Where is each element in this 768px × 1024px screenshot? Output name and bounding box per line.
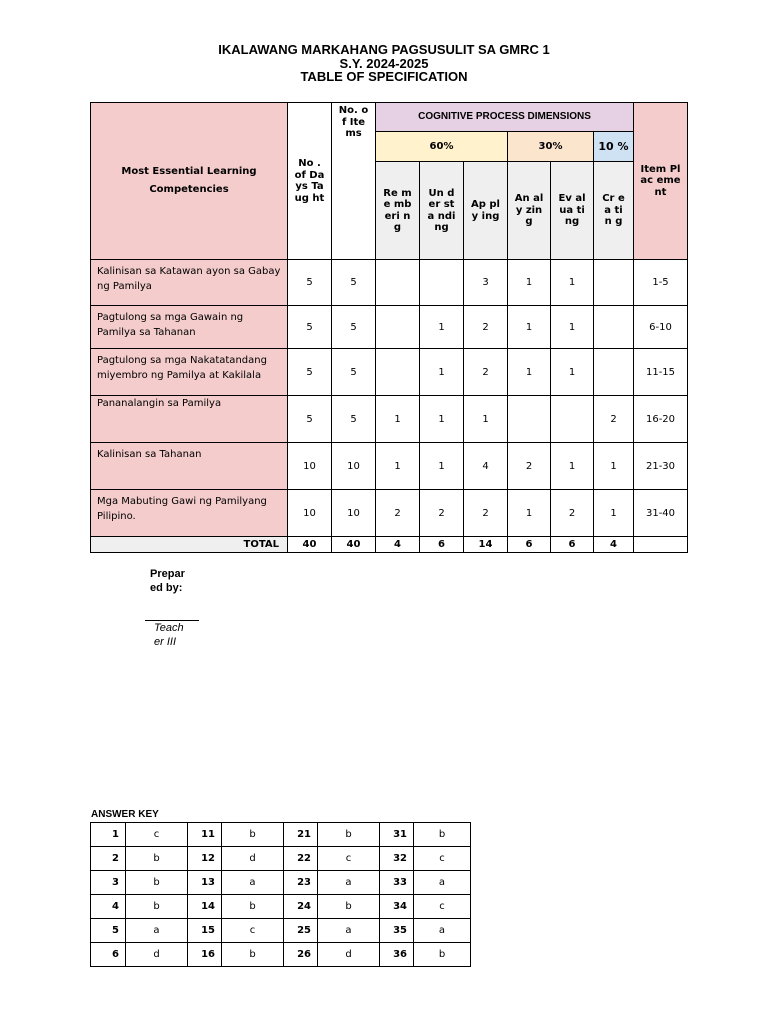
applying-cell: 2 xyxy=(464,349,508,396)
item-answer: a xyxy=(318,919,380,943)
item-answer: b xyxy=(222,823,284,847)
remembering-cell: 1 xyxy=(376,396,420,443)
table-row xyxy=(91,490,688,537)
analyzing-cell xyxy=(508,396,551,443)
evaluating-cell: 1 xyxy=(551,306,594,349)
understanding-cell: 1 xyxy=(420,306,464,349)
answer-key-row xyxy=(91,847,471,871)
applying-header: Ap ply ing xyxy=(464,162,508,260)
item-number: 26 xyxy=(284,943,318,967)
items-cell: 5 xyxy=(332,306,376,349)
item-answer: b xyxy=(126,895,188,919)
document-header xyxy=(0,43,768,84)
item-answer: a xyxy=(318,871,380,895)
competency-cell: Pagtulong sa mga Nakatatandang miyembro ng Pamilya at Kakilala xyxy=(91,349,288,396)
item-number: 31 xyxy=(380,823,414,847)
exam-title: IKALAWANG MARKAHANG PAGSUSULIT SA GMRC 1 xyxy=(218,42,550,57)
total-applying: 14 xyxy=(464,537,508,553)
item-answer: c xyxy=(414,847,471,871)
applying-cell: 1 xyxy=(464,396,508,443)
items-cell: 5 xyxy=(332,396,376,443)
total-evaluating: 6 xyxy=(551,537,594,553)
total-items: 40 xyxy=(332,537,376,553)
tos-title: TABLE OF SPECIFICATION xyxy=(300,69,468,84)
answer-key-table xyxy=(90,822,471,967)
remembering-header: Re me mb eri ng xyxy=(376,162,420,260)
table-of-specification xyxy=(90,102,688,553)
answer-key-title: ANSWER KEY xyxy=(91,809,159,820)
understanding-header: Un der sta ndi ng xyxy=(420,162,464,260)
remembering-cell: 2 xyxy=(376,490,420,537)
table-row xyxy=(91,396,688,443)
pct-60-header: 60% xyxy=(376,132,508,162)
competency-cell: Mga Mabuting Gawi ng Pamilyang Pilipino. xyxy=(91,490,288,537)
item-number: 33 xyxy=(380,871,414,895)
days-cell: 5 xyxy=(288,349,332,396)
item-answer: c xyxy=(414,895,471,919)
total-analyzing: 6 xyxy=(508,537,551,553)
item-answer: b xyxy=(414,943,471,967)
creating-cell: 1 xyxy=(594,490,634,537)
table-row xyxy=(91,306,688,349)
pct-30-header: 30% xyxy=(508,132,594,162)
item-number: 6 xyxy=(91,943,126,967)
total-remembering: 4 xyxy=(376,537,420,553)
items-cell: 5 xyxy=(332,260,376,306)
item-number: 35 xyxy=(380,919,414,943)
days-cell: 5 xyxy=(288,306,332,349)
evaluating-cell: 1 xyxy=(551,260,594,306)
total-label: TOTAL xyxy=(91,537,288,553)
remembering-cell xyxy=(376,260,420,306)
creating-cell xyxy=(594,349,634,396)
analyzing-header: An aly zin g xyxy=(508,162,551,260)
competency-cell: Pananalangin sa Pamilya xyxy=(91,396,288,443)
applying-cell: 3 xyxy=(464,260,508,306)
answer-key-row xyxy=(91,823,471,847)
understanding-cell: 2 xyxy=(420,490,464,537)
item-number: 14 xyxy=(188,895,222,919)
evaluating-cell xyxy=(551,396,594,443)
item-answer: a xyxy=(414,919,471,943)
item-number: 32 xyxy=(380,847,414,871)
remembering-cell xyxy=(376,306,420,349)
placement-cell: 6-10 xyxy=(634,306,688,349)
item-number: 4 xyxy=(91,895,126,919)
item-number: 16 xyxy=(188,943,222,967)
school-year: S.Y. 2024-2025 xyxy=(339,55,429,71)
days-cell: 5 xyxy=(288,260,332,306)
analyzing-cell: 1 xyxy=(508,349,551,396)
days-cell: 5 xyxy=(288,396,332,443)
evaluating-cell: 1 xyxy=(551,443,594,490)
remembering-cell: 1 xyxy=(376,443,420,490)
item-placement-header: Item Plac eme nt xyxy=(634,103,688,260)
table-row xyxy=(91,443,688,490)
item-answer: b xyxy=(318,895,380,919)
cognitive-process-header: COGNITIVE PROCESS DIMENSIONS xyxy=(376,103,634,132)
understanding-cell: 1 xyxy=(420,396,464,443)
applying-cell: 2 xyxy=(464,490,508,537)
placement-cell: 31-40 xyxy=(634,490,688,537)
item-number: 24 xyxy=(284,895,318,919)
item-answer: c xyxy=(318,847,380,871)
understanding-cell: 1 xyxy=(420,349,464,396)
item-number: 25 xyxy=(284,919,318,943)
placement-cell: 11-15 xyxy=(634,349,688,396)
total-creating: 4 xyxy=(594,537,634,553)
no-of-items-header: No. of Ite ms xyxy=(332,103,376,260)
days-cell: 10 xyxy=(288,443,332,490)
evaluating-cell: 1 xyxy=(551,349,594,396)
item-number: 12 xyxy=(188,847,222,871)
evaluating-cell: 2 xyxy=(551,490,594,537)
total-understanding: 6 xyxy=(420,537,464,553)
understanding-cell: 1 xyxy=(420,443,464,490)
item-number: 1 xyxy=(91,823,126,847)
applying-cell: 2 xyxy=(464,306,508,349)
teacher-title: Teach er III xyxy=(154,622,184,648)
item-number: 36 xyxy=(380,943,414,967)
applying-cell: 4 xyxy=(464,443,508,490)
item-answer: a xyxy=(126,919,188,943)
item-answer: a xyxy=(414,871,471,895)
items-cell: 10 xyxy=(332,443,376,490)
item-number: 2 xyxy=(91,847,126,871)
table-row xyxy=(91,260,688,306)
item-number: 22 xyxy=(284,847,318,871)
item-answer: b xyxy=(126,847,188,871)
analyzing-cell: 1 xyxy=(508,306,551,349)
item-number: 11 xyxy=(188,823,222,847)
days-cell: 10 xyxy=(288,490,332,537)
item-answer: b xyxy=(126,871,188,895)
item-answer: c xyxy=(222,919,284,943)
answer-key-row xyxy=(91,943,471,967)
item-number: 3 xyxy=(91,871,126,895)
item-answer: b xyxy=(318,823,380,847)
total-placement xyxy=(634,537,688,553)
answer-key-row xyxy=(91,919,471,943)
item-answer: d xyxy=(222,847,284,871)
total-row xyxy=(91,537,688,553)
item-number: 34 xyxy=(380,895,414,919)
item-answer: d xyxy=(318,943,380,967)
analyzing-cell: 1 xyxy=(508,260,551,306)
item-answer: c xyxy=(126,823,188,847)
remembering-cell xyxy=(376,349,420,396)
prepared-by-label: Prepar ed by: xyxy=(150,568,185,594)
table-row xyxy=(91,349,688,396)
item-answer: b xyxy=(414,823,471,847)
item-number: 15 xyxy=(188,919,222,943)
creating-cell: 1 xyxy=(594,443,634,490)
placement-cell: 1-5 xyxy=(634,260,688,306)
creating-cell: 2 xyxy=(594,396,634,443)
items-cell: 5 xyxy=(332,349,376,396)
competency-cell: Pagtulong sa mga Gawain ng Pamilya sa Tahanan xyxy=(91,306,288,349)
creating-header: Cr e a ti n g xyxy=(594,162,634,260)
item-answer: b xyxy=(222,943,284,967)
creating-cell xyxy=(594,306,634,349)
understanding-cell xyxy=(420,260,464,306)
competency-cell: Kalinisan sa Tahanan xyxy=(91,443,288,490)
item-answer: a xyxy=(222,871,284,895)
item-number: 5 xyxy=(91,919,126,943)
analyzing-cell: 2 xyxy=(508,443,551,490)
answer-key-row xyxy=(91,871,471,895)
competencies-header: Most Essential Learning Competencies xyxy=(91,103,288,260)
placement-cell: 16-20 xyxy=(634,396,688,443)
items-cell: 10 xyxy=(332,490,376,537)
days-taught-header: No . of Da ys Ta ug ht xyxy=(288,103,332,260)
competency-cell: Kalinisan sa Katawan ayon sa Gabay ng Pamilya xyxy=(91,260,288,306)
item-number: 23 xyxy=(284,871,318,895)
creating-cell xyxy=(594,260,634,306)
placement-cell: 21-30 xyxy=(634,443,688,490)
evaluating-header: Ev al ua ti ng xyxy=(551,162,594,260)
answer-key-row xyxy=(91,895,471,919)
item-number: 13 xyxy=(188,871,222,895)
item-answer: b xyxy=(222,895,284,919)
item-number: 21 xyxy=(284,823,318,847)
item-answer: d xyxy=(126,943,188,967)
analyzing-cell: 1 xyxy=(508,490,551,537)
total-days: 40 xyxy=(288,537,332,553)
pct-10-header: 10 % xyxy=(594,132,634,162)
